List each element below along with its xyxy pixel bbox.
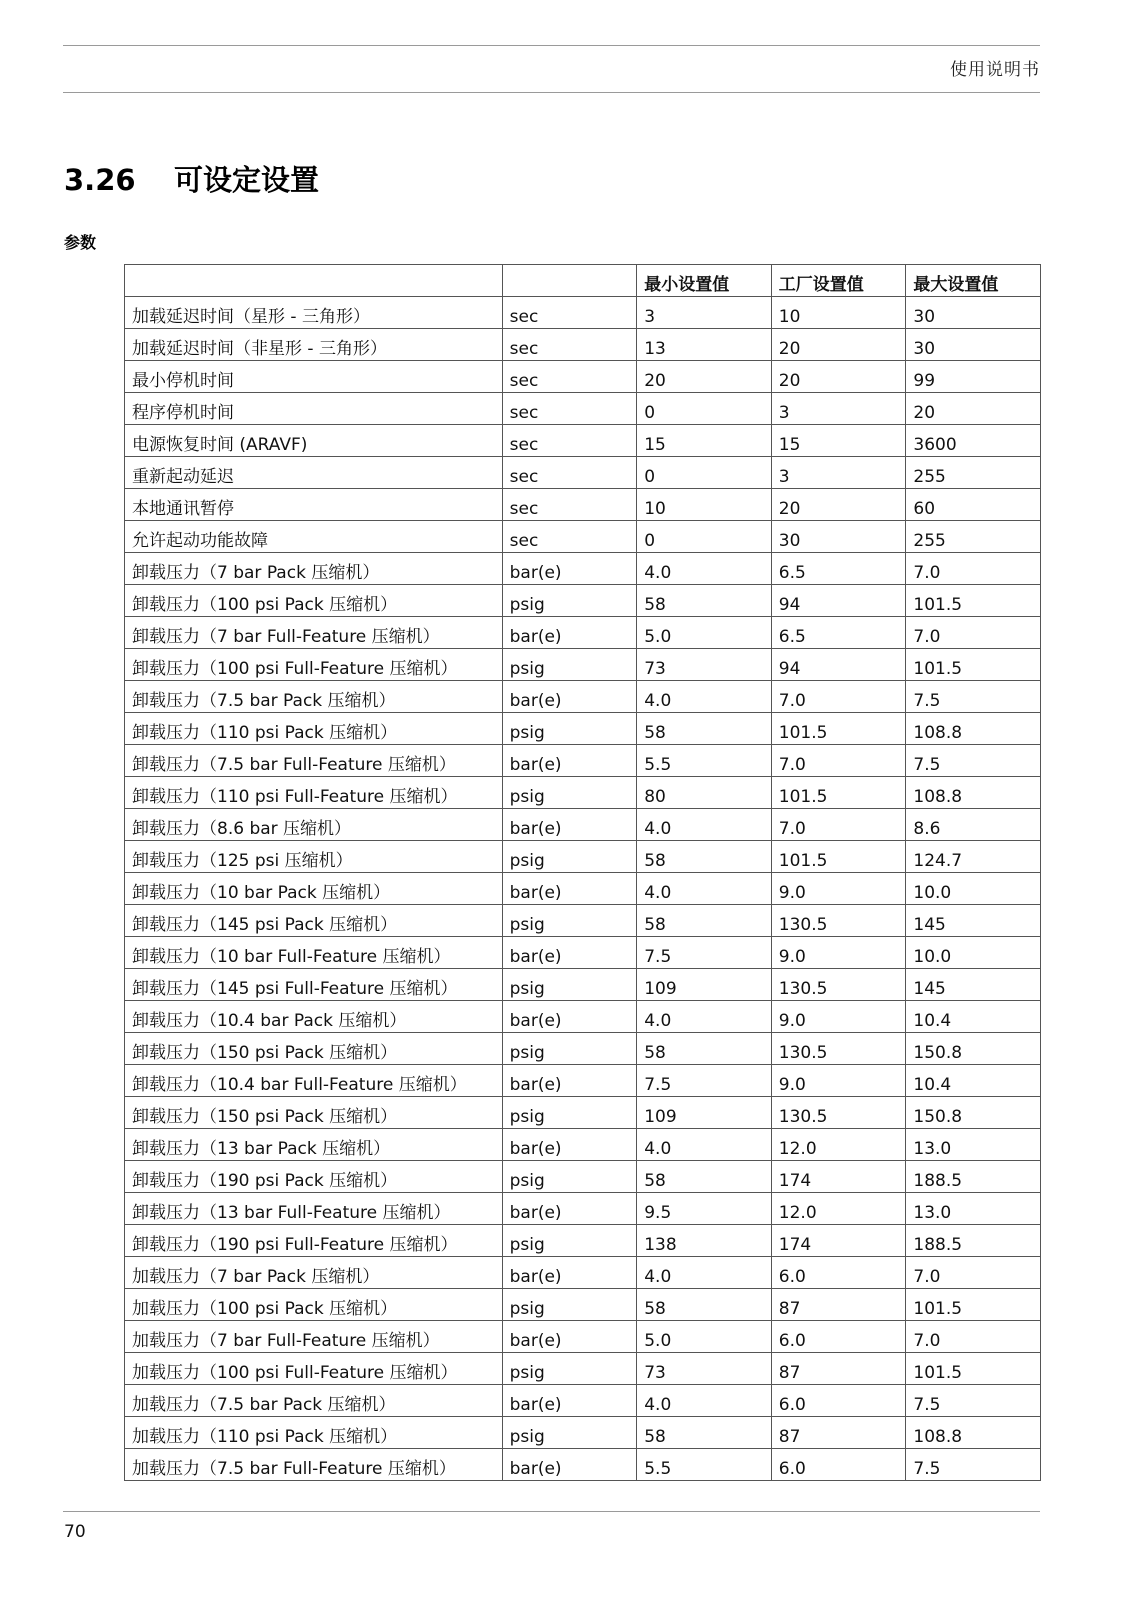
cell-min: 58 [637, 1161, 772, 1193]
table-header-row [125, 265, 1041, 297]
table-row [125, 617, 1041, 649]
cell-parameter: 程序停机时间 [125, 393, 503, 425]
section-heading [64, 158, 319, 199]
cell-min: 0 [637, 457, 772, 489]
cell-factory: 6.0 [771, 1321, 906, 1353]
table-row [125, 1257, 1041, 1289]
cell-min: 4.0 [637, 873, 772, 905]
cell-parameter: 加载延迟时间（星形 - 三角形） [125, 297, 503, 329]
table-row [125, 457, 1041, 489]
cell-parameter: 卸载压力（110 psi Full-Feature 压缩机） [125, 777, 503, 809]
cell-factory: 7.0 [771, 745, 906, 777]
cell-unit: bar(e) [502, 745, 637, 777]
cell-parameter: 卸载压力（13 bar Full-Feature 压缩机） [125, 1193, 503, 1225]
cell-max: 101.5 [906, 585, 1041, 617]
table-row [125, 649, 1041, 681]
cell-min: 7.5 [637, 1065, 772, 1097]
cell-parameter: 卸载压力（145 psi Pack 压缩机） [125, 905, 503, 937]
cell-factory: 130.5 [771, 1033, 906, 1065]
cell-factory: 87 [771, 1417, 906, 1449]
cell-parameter: 加载压力（100 psi Full-Feature 压缩机） [125, 1353, 503, 1385]
cell-min: 9.5 [637, 1193, 772, 1225]
cell-unit: psig [502, 841, 637, 873]
header-parameter [125, 265, 503, 297]
cell-min: 5.5 [637, 1449, 772, 1481]
cell-parameter: 卸载压力（145 psi Full-Feature 压缩机） [125, 969, 503, 1001]
cell-unit: bar(e) [502, 937, 637, 969]
table-row [125, 1065, 1041, 1097]
cell-parameter: 重新起动延迟 [125, 457, 503, 489]
table-row [125, 1097, 1041, 1129]
cell-max: 145 [906, 905, 1041, 937]
cell-unit: psig [502, 1353, 637, 1385]
cell-factory: 101.5 [771, 841, 906, 873]
cell-unit: sec [502, 425, 637, 457]
cell-unit: sec [502, 297, 637, 329]
cell-factory: 7.0 [771, 809, 906, 841]
cell-parameter: 加载压力（7 bar Full-Feature 压缩机） [125, 1321, 503, 1353]
cell-min: 5.0 [637, 1321, 772, 1353]
page-number: 70 [64, 1522, 86, 1542]
cell-parameter: 卸载压力（190 psi Pack 压缩机） [125, 1161, 503, 1193]
cell-parameter: 本地通讯暂停 [125, 489, 503, 521]
header-divider [63, 92, 1040, 93]
cell-parameter: 卸载压力（7 bar Pack 压缩机） [125, 553, 503, 585]
cell-parameter: 卸载压力（10 bar Full-Feature 压缩机） [125, 937, 503, 969]
cell-max: 7.5 [906, 681, 1041, 713]
table-row [125, 393, 1041, 425]
cell-max: 13.0 [906, 1129, 1041, 1161]
cell-unit: psig [502, 777, 637, 809]
cell-max: 7.0 [906, 1257, 1041, 1289]
cell-max: 150.8 [906, 1033, 1041, 1065]
cell-unit: psig [502, 713, 637, 745]
cell-min: 80 [637, 777, 772, 809]
table-row [125, 937, 1041, 969]
table-row [125, 1033, 1041, 1065]
cell-min: 109 [637, 1097, 772, 1129]
cell-max: 145 [906, 969, 1041, 1001]
cell-unit: sec [502, 521, 637, 553]
cell-factory: 94 [771, 649, 906, 681]
cell-factory: 7.0 [771, 681, 906, 713]
cell-unit: psig [502, 1417, 637, 1449]
cell-max: 20 [906, 393, 1041, 425]
cell-factory: 130.5 [771, 905, 906, 937]
cell-min: 5.5 [637, 745, 772, 777]
cell-max: 30 [906, 329, 1041, 361]
table-row [125, 1289, 1041, 1321]
cell-factory: 6.0 [771, 1449, 906, 1481]
cell-unit: bar(e) [502, 1193, 637, 1225]
cell-min: 58 [637, 713, 772, 745]
cell-max: 255 [906, 521, 1041, 553]
cell-unit: psig [502, 1225, 637, 1257]
cell-max: 60 [906, 489, 1041, 521]
cell-parameter: 卸载压力（8.6 bar 压缩机） [125, 809, 503, 841]
cell-unit: bar(e) [502, 1001, 637, 1033]
cell-min: 4.0 [637, 1257, 772, 1289]
cell-unit: psig [502, 649, 637, 681]
cell-min: 58 [637, 585, 772, 617]
header-unit [502, 265, 637, 297]
table-row [125, 1225, 1041, 1257]
cell-min: 73 [637, 1353, 772, 1385]
cell-factory: 94 [771, 585, 906, 617]
table-row [125, 745, 1041, 777]
cell-parameter: 卸载压力（100 psi Pack 压缩机） [125, 585, 503, 617]
cell-unit: sec [502, 361, 637, 393]
cell-min: 10 [637, 489, 772, 521]
table-row [125, 585, 1041, 617]
cell-unit: bar(e) [502, 1129, 637, 1161]
cell-min: 7.5 [637, 937, 772, 969]
cell-min: 4.0 [637, 553, 772, 585]
table-row [125, 1161, 1041, 1193]
cell-unit: psig [502, 1289, 637, 1321]
cell-parameter: 卸载压力（10.4 bar Pack 压缩机） [125, 1001, 503, 1033]
settings-table [124, 264, 1041, 1481]
cell-parameter: 卸载压力（150 psi Pack 压缩机） [125, 1097, 503, 1129]
cell-max: 188.5 [906, 1161, 1041, 1193]
cell-max: 3600 [906, 425, 1041, 457]
cell-min: 4.0 [637, 809, 772, 841]
cell-factory: 9.0 [771, 1001, 906, 1033]
cell-parameter: 卸载压力（13 bar Pack 压缩机） [125, 1129, 503, 1161]
table-row [125, 425, 1041, 457]
cell-factory: 15 [771, 425, 906, 457]
cell-factory: 174 [771, 1225, 906, 1257]
cell-max: 10.4 [906, 1065, 1041, 1097]
cell-unit: psig [502, 1033, 637, 1065]
cell-unit: bar(e) [502, 1449, 637, 1481]
cell-min: 20 [637, 361, 772, 393]
header-min-setting: 最小设置值 [637, 265, 772, 297]
header-max-setting: 最大设置值 [906, 265, 1041, 297]
cell-max: 10.4 [906, 1001, 1041, 1033]
manual-title: 使用说明书 [950, 60, 1040, 80]
cell-unit: bar(e) [502, 1257, 637, 1289]
cell-factory: 101.5 [771, 777, 906, 809]
cell-parameter: 电源恢复时间 (ARAVF) [125, 425, 503, 457]
cell-factory: 101.5 [771, 713, 906, 745]
cell-unit: bar(e) [502, 873, 637, 905]
cell-unit: sec [502, 393, 637, 425]
table-row [125, 1129, 1041, 1161]
cell-min: 58 [637, 1289, 772, 1321]
cell-min: 73 [637, 649, 772, 681]
cell-parameter: 加载延迟时间（非星形 - 三角形） [125, 329, 503, 361]
table-row [125, 841, 1041, 873]
cell-max: 10.0 [906, 873, 1041, 905]
cell-max: 7.5 [906, 745, 1041, 777]
cell-max: 150.8 [906, 1097, 1041, 1129]
cell-factory: 3 [771, 457, 906, 489]
cell-max: 101.5 [906, 1353, 1041, 1385]
cell-factory: 12.0 [771, 1193, 906, 1225]
top-divider [63, 45, 1040, 46]
table-row [125, 777, 1041, 809]
cell-max: 99 [906, 361, 1041, 393]
cell-min: 138 [637, 1225, 772, 1257]
cell-factory: 10 [771, 297, 906, 329]
cell-min: 4.0 [637, 1129, 772, 1161]
table-row [125, 361, 1041, 393]
cell-max: 108.8 [906, 1417, 1041, 1449]
cell-unit: sec [502, 329, 637, 361]
cell-min: 58 [637, 905, 772, 937]
cell-max: 7.5 [906, 1449, 1041, 1481]
cell-factory: 9.0 [771, 1065, 906, 1097]
table-row [125, 1449, 1041, 1481]
cell-factory: 6.0 [771, 1385, 906, 1417]
cell-unit: bar(e) [502, 1321, 637, 1353]
cell-parameter: 卸载压力（7.5 bar Full-Feature 压缩机） [125, 745, 503, 777]
cell-parameter: 加载压力（110 psi Pack 压缩机） [125, 1417, 503, 1449]
cell-factory: 130.5 [771, 969, 906, 1001]
table-row [125, 489, 1041, 521]
cell-max: 7.0 [906, 617, 1041, 649]
table-row [125, 713, 1041, 745]
cell-unit: psig [502, 1161, 637, 1193]
cell-parameter: 最小停机时间 [125, 361, 503, 393]
table-row [125, 809, 1041, 841]
cell-min: 15 [637, 425, 772, 457]
table-row [125, 329, 1041, 361]
table-row [125, 1385, 1041, 1417]
params-label: 参数 [64, 233, 97, 252]
cell-unit: bar(e) [502, 1065, 637, 1097]
section-number: 3.26 [64, 163, 136, 197]
cell-parameter: 加载压力（7.5 bar Pack 压缩机） [125, 1385, 503, 1417]
cell-parameter: 允许起动功能故障 [125, 521, 503, 553]
cell-factory: 30 [771, 521, 906, 553]
table-row [125, 1417, 1041, 1449]
table-row [125, 1321, 1041, 1353]
cell-factory: 20 [771, 361, 906, 393]
cell-parameter: 卸载压力（7 bar Full-Feature 压缩机） [125, 617, 503, 649]
cell-factory: 20 [771, 489, 906, 521]
table-row [125, 521, 1041, 553]
cell-factory: 87 [771, 1289, 906, 1321]
table-row [125, 905, 1041, 937]
cell-min: 4.0 [637, 1001, 772, 1033]
cell-min: 3 [637, 297, 772, 329]
cell-max: 7.0 [906, 553, 1041, 585]
cell-min: 58 [637, 1033, 772, 1065]
table-row [125, 1001, 1041, 1033]
header-factory-setting: 工厂设置值 [771, 265, 906, 297]
cell-unit: psig [502, 969, 637, 1001]
cell-parameter: 加载压力（7.5 bar Full-Feature 压缩机） [125, 1449, 503, 1481]
cell-parameter: 卸载压力（150 psi Pack 压缩机） [125, 1033, 503, 1065]
cell-unit: sec [502, 457, 637, 489]
cell-factory: 9.0 [771, 873, 906, 905]
cell-parameter: 卸载压力（110 psi Pack 压缩机） [125, 713, 503, 745]
cell-factory: 3 [771, 393, 906, 425]
cell-unit: psig [502, 1097, 637, 1129]
cell-max: 108.8 [906, 713, 1041, 745]
cell-min: 5.0 [637, 617, 772, 649]
table-row [125, 969, 1041, 1001]
cell-factory: 87 [771, 1353, 906, 1385]
section-title: 可设定设置 [174, 163, 320, 197]
cell-unit: sec [502, 489, 637, 521]
cell-unit: bar(e) [502, 617, 637, 649]
cell-factory: 6.5 [771, 553, 906, 585]
cell-max: 108.8 [906, 777, 1041, 809]
cell-parameter: 卸载压力（10.4 bar Full-Feature 压缩机） [125, 1065, 503, 1097]
cell-max: 8.6 [906, 809, 1041, 841]
cell-max: 255 [906, 457, 1041, 489]
cell-parameter: 加载压力（100 psi Pack 压缩机） [125, 1289, 503, 1321]
cell-factory: 6.5 [771, 617, 906, 649]
cell-parameter: 加载压力（7 bar Pack 压缩机） [125, 1257, 503, 1289]
cell-max: 7.5 [906, 1385, 1041, 1417]
cell-min: 0 [637, 393, 772, 425]
cell-unit: bar(e) [502, 553, 637, 585]
cell-unit: bar(e) [502, 681, 637, 713]
cell-max: 188.5 [906, 1225, 1041, 1257]
cell-max: 101.5 [906, 1289, 1041, 1321]
table-row [125, 1353, 1041, 1385]
cell-factory: 9.0 [771, 937, 906, 969]
cell-factory: 174 [771, 1161, 906, 1193]
cell-parameter: 卸载压力（7.5 bar Pack 压缩机） [125, 681, 503, 713]
table-row [125, 873, 1041, 905]
cell-parameter: 卸载压力（10 bar Pack 压缩机） [125, 873, 503, 905]
cell-parameter: 卸载压力（190 psi Full-Feature 压缩机） [125, 1225, 503, 1257]
cell-min: 109 [637, 969, 772, 1001]
cell-min: 58 [637, 841, 772, 873]
table-row [125, 297, 1041, 329]
cell-max: 101.5 [906, 649, 1041, 681]
cell-min: 58 [637, 1417, 772, 1449]
cell-max: 124.7 [906, 841, 1041, 873]
cell-min: 0 [637, 521, 772, 553]
cell-unit: psig [502, 585, 637, 617]
cell-factory: 20 [771, 329, 906, 361]
footer-divider [63, 1511, 1040, 1512]
cell-max: 7.0 [906, 1321, 1041, 1353]
cell-unit: bar(e) [502, 809, 637, 841]
cell-min: 13 [637, 329, 772, 361]
cell-max: 13.0 [906, 1193, 1041, 1225]
cell-max: 10.0 [906, 937, 1041, 969]
cell-max: 30 [906, 297, 1041, 329]
cell-min: 4.0 [637, 681, 772, 713]
cell-unit: psig [502, 905, 637, 937]
cell-factory: 6.0 [771, 1257, 906, 1289]
cell-unit: bar(e) [502, 1385, 637, 1417]
cell-parameter: 卸载压力（100 psi Full-Feature 压缩机） [125, 649, 503, 681]
table-row [125, 1193, 1041, 1225]
table-row [125, 681, 1041, 713]
table-row [125, 553, 1041, 585]
cell-factory: 130.5 [771, 1097, 906, 1129]
cell-min: 4.0 [637, 1385, 772, 1417]
cell-factory: 12.0 [771, 1129, 906, 1161]
table-body [125, 297, 1041, 1481]
cell-parameter: 卸载压力（125 psi 压缩机） [125, 841, 503, 873]
